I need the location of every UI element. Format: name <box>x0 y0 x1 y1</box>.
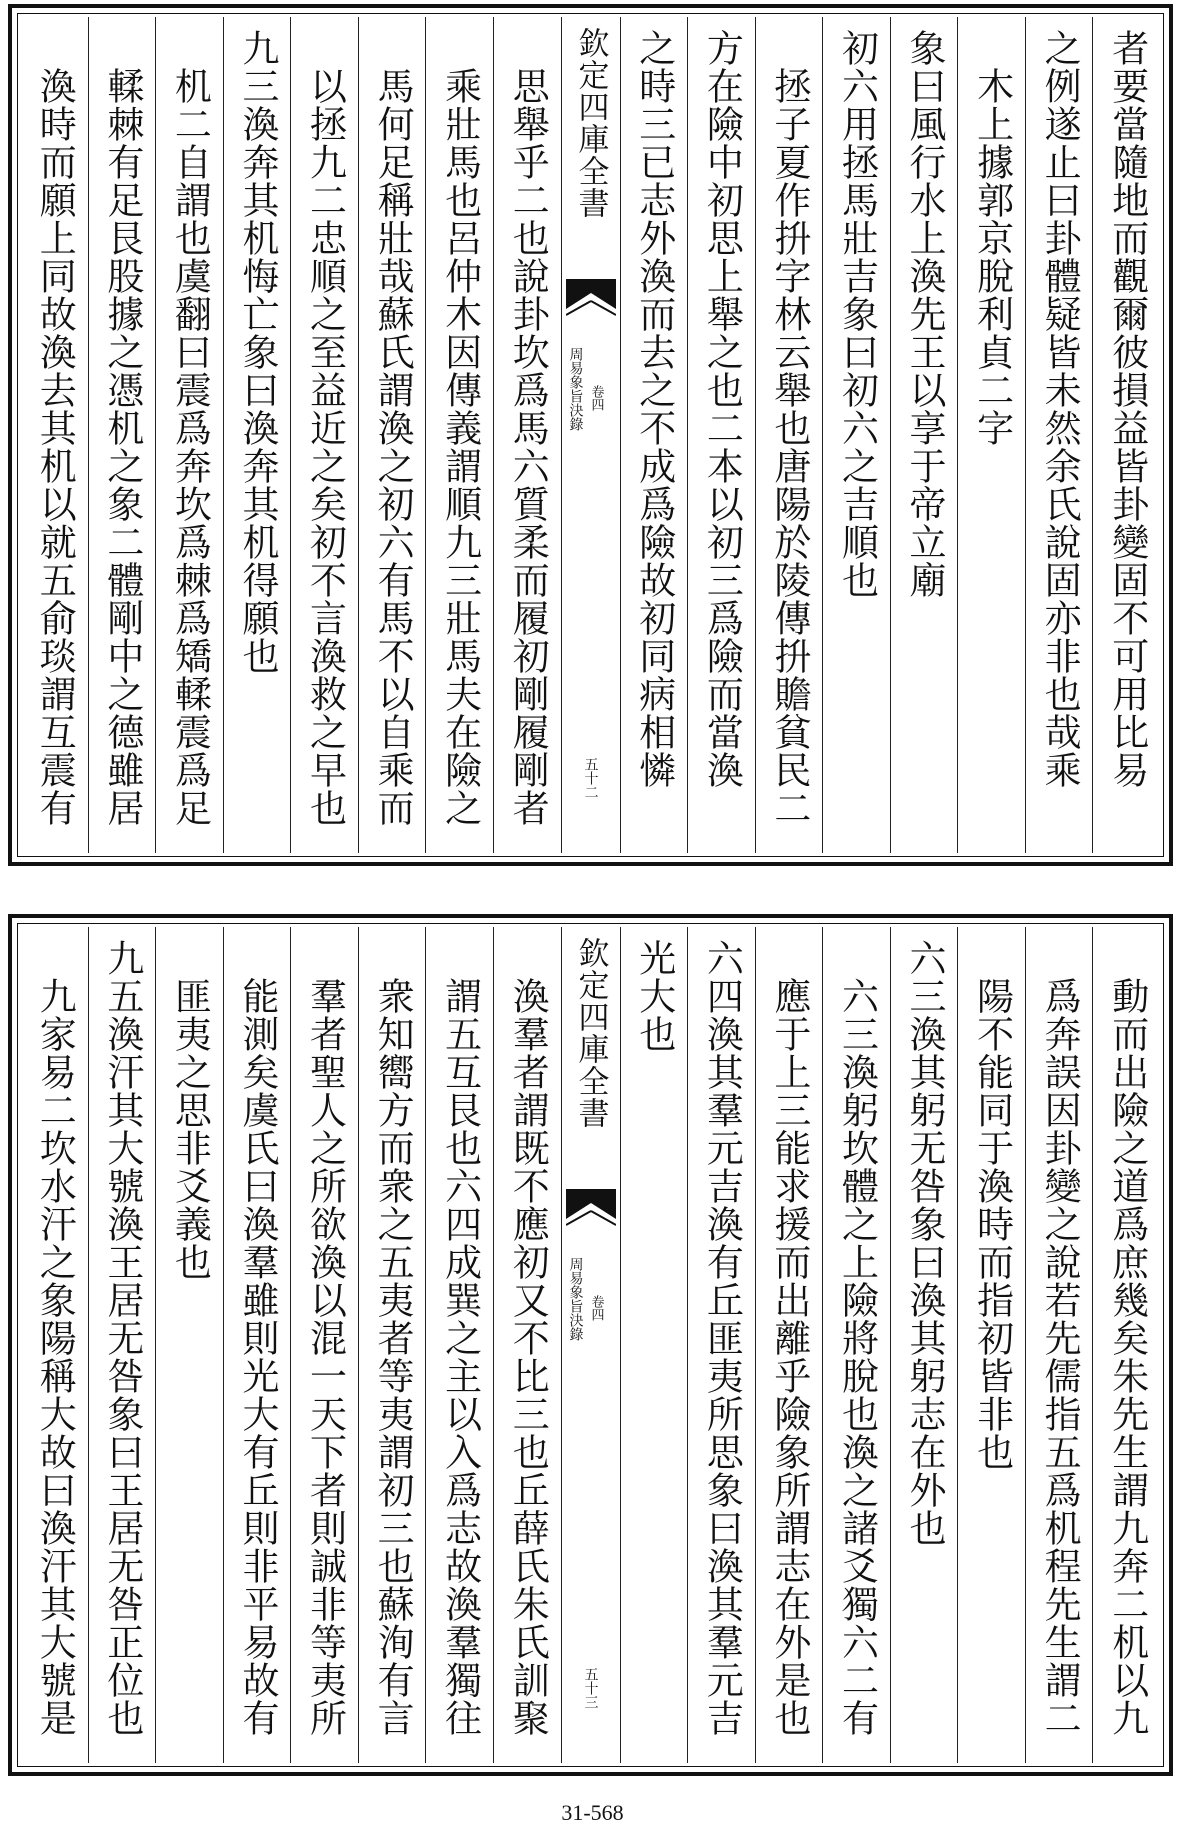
page-number: 31-568 <box>561 1800 624 1825</box>
text-column <box>358 17 426 853</box>
text-column <box>223 927 291 1763</box>
column-text: 拯子夏作抍字林云舉也唐陽於陵傳抍贍貧民二 <box>767 67 811 827</box>
text-column <box>687 17 755 853</box>
book-series-title: 欽定四庫全書 <box>572 27 609 219</box>
book-title: 周易象旨決錄 <box>567 347 584 431</box>
text-column <box>620 17 688 853</box>
column-text: 謂五互艮也六四成巽之主以入爲志故渙羣獨往 <box>438 977 482 1737</box>
text-column <box>1092 927 1160 1763</box>
text-column <box>88 17 156 853</box>
center-fold-column <box>561 17 620 853</box>
column-text: 初六用拯馬壯吉象曰初六之吉順也 <box>835 29 879 599</box>
text-column <box>1025 927 1093 1763</box>
column-text: 應于上三能求援而出離乎險象所謂志在外是也 <box>767 977 811 1737</box>
column-text: 九三渙奔其机悔亡象曰渙奔其机得願也 <box>235 29 279 675</box>
leaf-number: 五十二 <box>582 757 599 799</box>
top-page-frame <box>8 4 1173 866</box>
column-text: 九家易二坎水汗之象陽稱大故曰渙汗其大號是 <box>33 977 77 1737</box>
column-text: 渙時而願上同故渙去其机以就五俞琰謂互震有 <box>33 67 77 827</box>
text-column <box>687 927 755 1763</box>
column-text: 乘壯馬也呂仲木因傳義謂順九三壯馬夫在險之 <box>438 67 482 827</box>
text-column <box>290 927 358 1763</box>
column-text: 六三渙其躬无咎象曰渙其躬志在外也 <box>903 939 947 1547</box>
column-text: 六三渙躬坎體之上險將脫也渙之諸爻獨六二有 <box>835 977 879 1737</box>
top-columns <box>21 17 1160 853</box>
text-column <box>358 927 426 1763</box>
text-column <box>21 927 88 1763</box>
column-text: 爲奔誤因卦變之說若先儒指五爲机程先生謂二 <box>1038 977 1082 1737</box>
text-column <box>620 927 688 1763</box>
text-column <box>493 927 561 1763</box>
column-text: 木上據郭京脫利貞二字 <box>970 67 1014 447</box>
column-text: 渙羣者謂既不應初又不比三也丘薛氏朱氏訓聚 <box>506 977 550 1737</box>
column-text: 九五渙汗其大號渙王居无咎象曰王居无咎正位也 <box>100 939 144 1737</box>
column-text: 之例遂止曰卦體疑皆未然余氏說固亦非也哉乘 <box>1038 29 1082 789</box>
text-column <box>425 17 493 853</box>
text-column <box>223 17 291 853</box>
text-column <box>290 17 358 853</box>
column-text: 者要當隨地而觀爾彼損益皆卦變固不可用比易 <box>1105 29 1149 789</box>
bottom-page-frame <box>8 914 1173 1776</box>
text-column <box>755 17 823 853</box>
text-column <box>822 927 890 1763</box>
column-text: 思舉乎二也說卦坎爲馬六質柔而履初剛履剛者 <box>506 67 550 827</box>
fishtail-mark <box>566 1189 616 1237</box>
fishtail-mark <box>566 279 616 327</box>
column-text: 陽不能同于渙時而指初皆非也 <box>970 977 1014 1471</box>
text-column <box>1092 17 1160 853</box>
text-column <box>155 17 223 853</box>
column-text: 以拯九二忠順之至益近之矣初不言渙救之早也 <box>303 67 347 827</box>
column-text: 机二自謂也虞翻曰震爲奔坎爲棘爲矯輮震爲足 <box>168 67 212 827</box>
text-column <box>755 927 823 1763</box>
text-column <box>890 17 958 853</box>
text-column <box>155 927 223 1763</box>
text-column <box>425 927 493 1763</box>
text-column <box>957 17 1025 853</box>
juan-number: 卷四 <box>588 385 604 411</box>
column-text: 光大也 <box>632 939 676 1053</box>
column-text: 象曰風行水上渙先王以享于帝立廟 <box>903 29 947 599</box>
text-column <box>88 927 156 1763</box>
column-text: 六四渙其羣元吉渙有丘匪夷所思象曰渙其羣元吉 <box>700 939 744 1737</box>
center-fold-column <box>561 927 620 1763</box>
column-text: 方在險中初思上舉之也二本以初三爲險而當渙 <box>700 29 744 789</box>
column-text: 衆知嚮方而衆之五夷者等夷謂初三也蘇洵有言 <box>371 977 415 1737</box>
bottom-columns <box>21 927 1160 1763</box>
column-text: 馬何足稱壯哉蘇氏謂渙之初六有馬不以自乘而 <box>371 67 415 827</box>
column-text: 之時三已志外渙而去之不成爲險故初同病相憐 <box>632 29 676 789</box>
column-text: 匪夷之思非爻義也 <box>168 977 212 1281</box>
juan-number: 卷四 <box>588 1295 604 1321</box>
text-column <box>1025 17 1093 853</box>
column-text: 動而出險之道爲庶幾矣朱先生謂九奔二机以九 <box>1105 977 1149 1737</box>
text-column <box>890 927 958 1763</box>
text-column <box>21 17 88 853</box>
column-text: 能測矣虞氏曰渙羣雖則光大有丘則非平易故有 <box>235 977 279 1737</box>
book-series-title: 欽定四庫全書 <box>572 937 609 1129</box>
column-text: 羣者聖人之所欲渙以混一天下者則誠非等夷所 <box>303 977 347 1737</box>
text-column <box>493 17 561 853</box>
text-column <box>822 17 890 853</box>
text-column <box>957 927 1025 1763</box>
leaf-number: 五十三 <box>582 1667 599 1709</box>
book-title: 周易象旨決錄 <box>567 1257 584 1341</box>
column-text: 輮棘有足艮股據之憑机之象二體剛中之德雖居 <box>100 67 144 827</box>
